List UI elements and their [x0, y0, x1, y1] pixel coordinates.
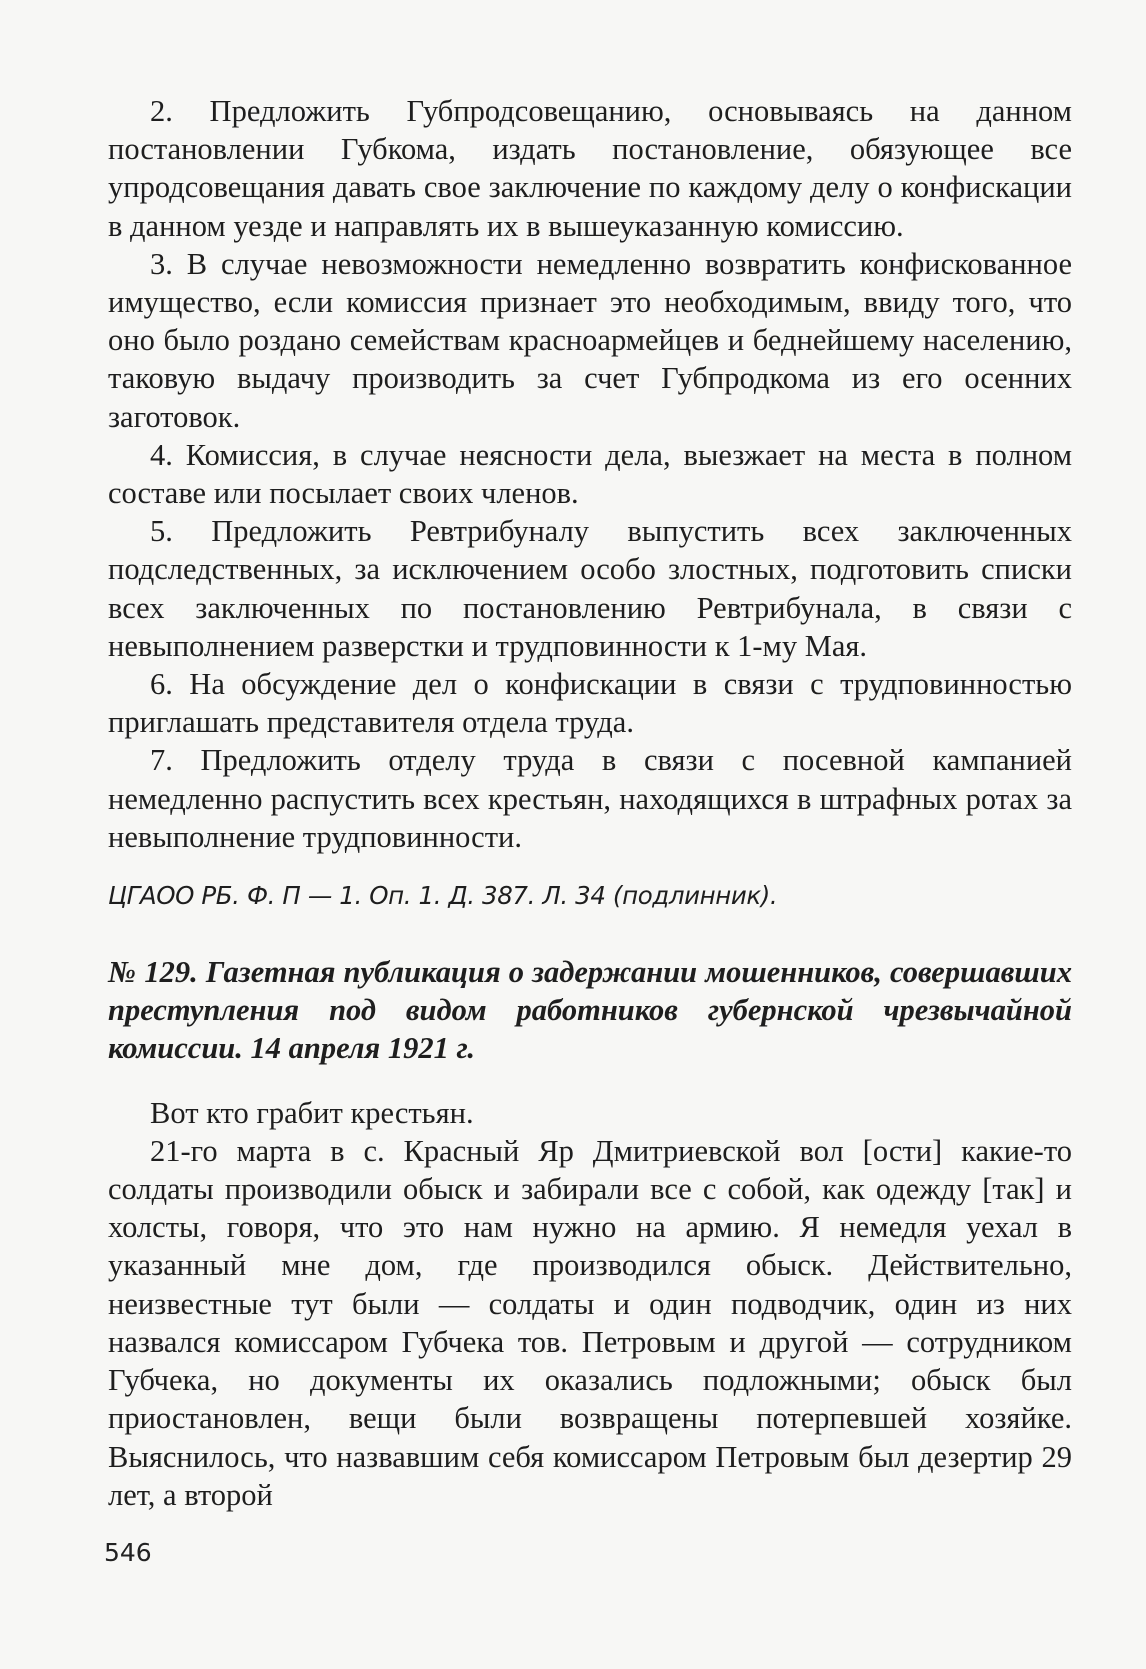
article-paragraph: 21-го марта в с. Красный Яр Дмитриевской вол [ости] какие-то солдаты производили обыск и забирали все с собой, как одежду [так] и холсты, говоря, что это нам нужно на армию. Я немедля уехал в указанный мне дом, где производился обыск. Действительно, неизвестные тут были — солдаты и один подводчик, один из них назвался комиссаром Губчека тов. Петровым и другой — сотрудником Губчека, но документы их оказались подложными; обыск был приостановлен, вещи были возвращены потерпевшей хозяйке. Выяснилось, что назвавшим себя комиссаром Петровым был дезертир 29 лет, а второй: [108, 1133, 1072, 1512]
page-body: [108, 92, 1072, 1514]
article-headline: Вот кто грабит крестьян.: [150, 1095, 474, 1130]
paragraph-item-2: 2. Предложить Губпродсовещанию, основываясь на данном постановлении Губкома, издать постановление, обязующее все упродсовещания давать свое заключение по каждому делу о конфискации в данном уезде и направлять их в вышеуказанную комиссию.: [108, 94, 1072, 243]
paragraph-item-5: 5. Предложить Ревтрибуналу выпустить всех заключенных подследственных, за исключением особо злостных, подготовить списки всех заключенных по постановлению Ревтрибунала, в связи с невыполнением разверстки и трудповинности к 1-му Мая.: [108, 514, 1072, 663]
paragraph-item-4: 4. Комиссия, в случае неясности дела, выезжает на места в полном составе или посылает своих членов.: [108, 437, 1072, 511]
paragraph-item-3: 3. В случае невозможности немедленно возвратить конфискованное имущество, если комиссия признает это необходимым, ввиду того, что оно было роздано семействам красноармейцев и беднейшему населению, таковую выдачу производить за счет Губпродкома из его осенних заготовок.: [108, 246, 1072, 434]
page-number: 546: [104, 1538, 152, 1567]
section-gap: [108, 1068, 1072, 1094]
document-heading: № 129. Газетная публикация о задержании мошенников, совершавших преступления под видом работников губернской чрезвычайной комиссии. 14 апреля 1921 г.: [108, 955, 1072, 1066]
paragraph-item-6: 6. На обсуждение дел о конфискации в связи с трудповинностью приглашать представителя отдела труда.: [108, 667, 1072, 740]
paragraph-item-7: 7. Предложить отделу труда в связи с посевной кампанией немедленно распустить всех крестьян, находящихся в штрафных ротах за невыполнение трудповинности.: [108, 743, 1072, 854]
archive-source-citation: ЦГАОО РБ. Ф. П — 1. Оп. 1. Д. 387. Л. 34 (подлинник).: [108, 881, 778, 911]
